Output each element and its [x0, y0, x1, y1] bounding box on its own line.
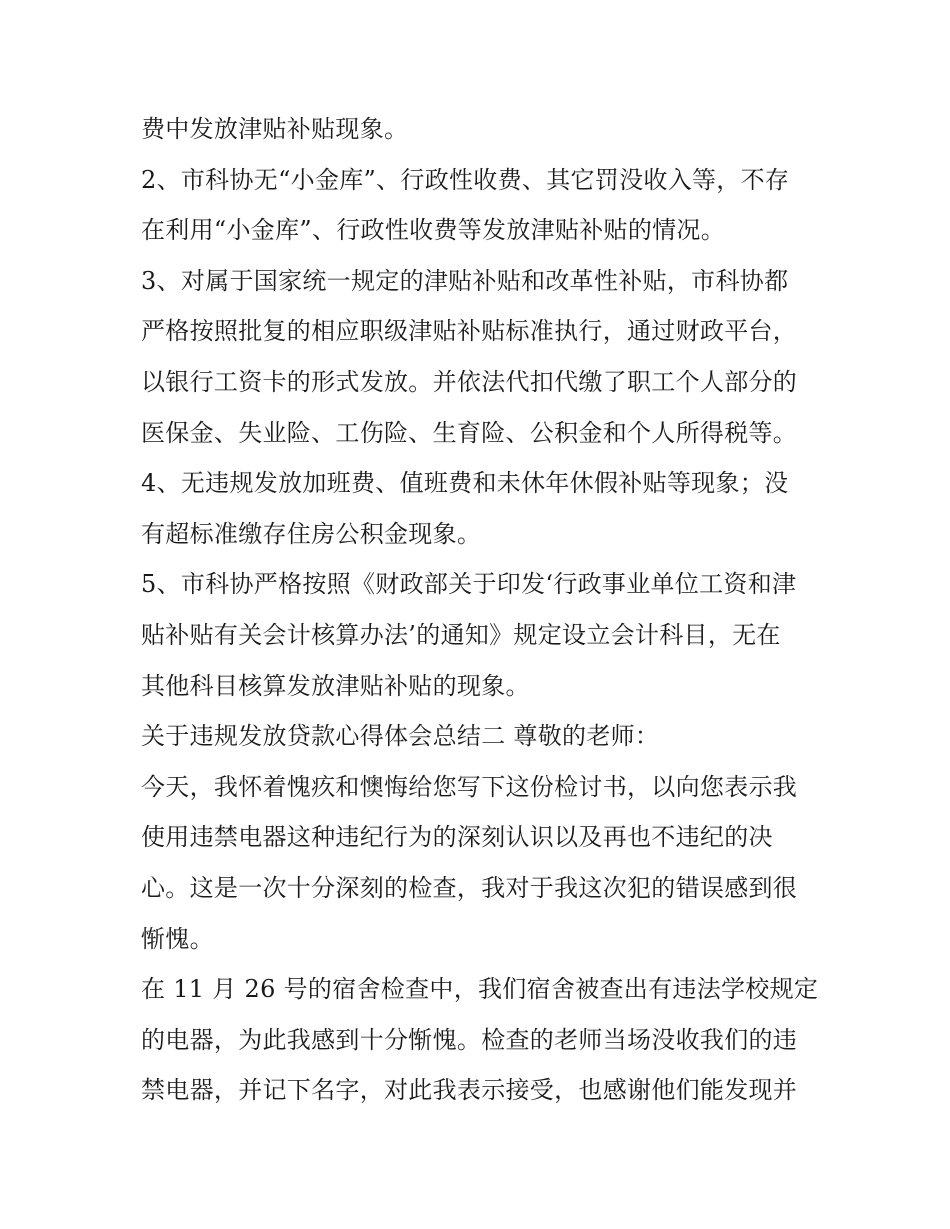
text-line-1: 费中发放津贴补贴现象。	[141, 115, 409, 143]
text-line-16: 心。这是一次十分深刻的检查，我对于我这次犯的错误感到很	[141, 873, 798, 902]
text-line-11: 贴补贴有关会计核算办法’的通知》规定设立会计科目，无在	[141, 620, 781, 649]
text-line-12: 其他科目核算发放津贴补贴的现象。	[141, 671, 530, 700]
text-line-2: 2、市科协无“小金库”、行政性收费、其它罚没收入等，不存	[141, 165, 790, 194]
text-line-19: 的电器，为此我感到十分惭愧。检查的老师当场没收我们的违	[141, 1025, 798, 1054]
text-line-9: 有超标准缴存住房公积金现象。	[141, 519, 482, 548]
text-line-3: 在利用“小金库”、行政性收费等发放津贴补贴的情况。	[141, 216, 726, 245]
text-line-20: 禁电器，并记下名字，对此我表示接受，也感谢他们能发现并	[141, 1076, 798, 1105]
section-heading-line: 关于违规发放贷款心得体会总结二 尊敬的老师：	[141, 722, 660, 751]
document-page	[141, 104, 821, 1116]
text-line-8: 4、无违规发放加班费、值班费和未休年休假补贴等现象；没	[141, 469, 789, 498]
text-line-18: 在 11 月 26 号的宿舍检查中，我们宿舍被查出有违法学校规定	[141, 975, 819, 1004]
text-line-17: 惭愧。	[141, 924, 214, 953]
text-line-10: 5、市科协严格按照《财政部关于印发‘行政事业单位工资和津	[141, 570, 797, 599]
text-line-14: 今天，我怀着愧疚和懊悔给您写下这份检讨书，以向您表示我	[141, 772, 798, 801]
text-line-15: 使用违禁电器这种违纪行为的深刻认识以及再也不违纪的决	[141, 823, 773, 852]
text-line-6: 以银行工资卡的形式发放。并依法代扣代缴了职工个人部分的	[141, 367, 798, 396]
text-line-7: 医保金、失业险、工伤险、生育险、公积金和个人所得税等。	[141, 418, 798, 447]
text-line-4: 3、对属于国家统一规定的津贴补贴和改革性补贴，市科协都	[141, 266, 789, 295]
text-line-5: 严格按照批复的相应职级津贴补贴标准执行，通过财政平台，	[141, 317, 798, 346]
